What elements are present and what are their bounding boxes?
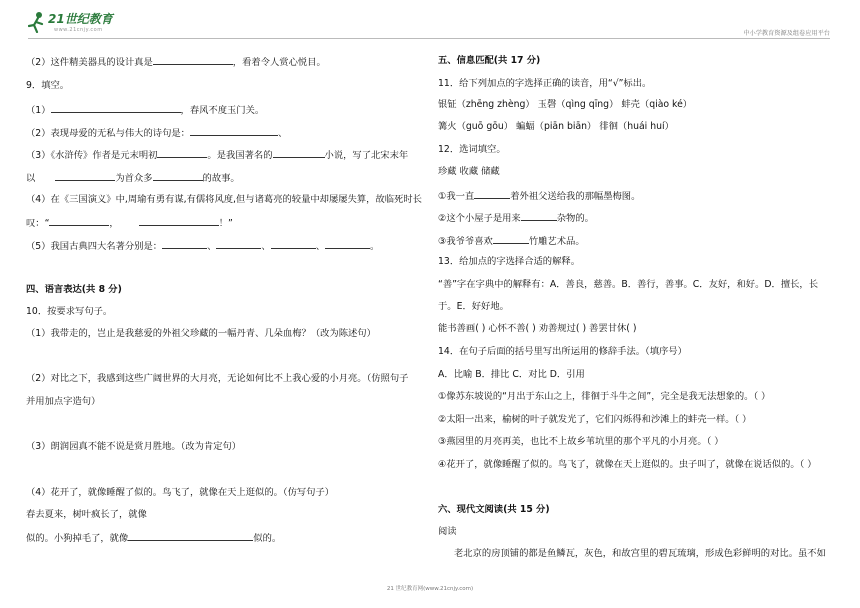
logo-name: 21世纪教育	[48, 12, 113, 26]
question-line: 春去夏来，树叶疯长了，就像	[26, 509, 147, 520]
question-line: ①像苏东坡说的“月出于东山之上，徘徊于斗牛之间”，完全是我无法想象的。（ ）	[438, 391, 771, 402]
pinyin-row: 篝火（guō gōu） 蝙蝠（piān biān） 徘徊（huái huí）	[438, 121, 674, 132]
question-line: （2）表现母爱的无私与伟大的诗句是： 、	[26, 125, 287, 141]
answer-blank[interactable]	[139, 215, 219, 226]
header-divider	[28, 38, 830, 39]
logo-url: www.21cnjy.com	[54, 27, 103, 33]
question-line: （3）朗润园真不能不说是赏月胜地。（改为肯定句）	[26, 441, 242, 452]
question-line: 能书善画( ) 心怀不善( ) 劝善规过( ) 善罢甘休( )	[438, 323, 637, 334]
answer-blank[interactable]	[190, 125, 278, 136]
question-line: ②这个小屋子是用来 杂物的。	[438, 210, 594, 226]
answer-blank[interactable]	[216, 238, 261, 249]
answer-blank[interactable]	[128, 530, 253, 541]
question-line: 于。E．好好地。	[438, 301, 509, 312]
question-line: ③我爷爷喜欢 竹雕艺术品。	[438, 233, 585, 249]
answer-blank[interactable]	[493, 233, 529, 244]
question-number: 9．填空。	[26, 80, 70, 91]
question-number: 12．选词填空。	[438, 144, 506, 155]
question-line: （2）这件精美器具的设计真是 ，看着令人赏心悦目。	[26, 54, 326, 70]
word-choices: 珍藏 收藏 储藏	[438, 166, 500, 177]
question-line: “善”字在字典中的解释有：A．善良，慈善。B．善行，善事。C．友好，和好。D．擅长，长	[438, 279, 819, 290]
question-number: 13．给加点的字选择合适的解释。	[438, 256, 580, 267]
answer-blank[interactable]	[51, 102, 181, 113]
question-line: （5）我国古典四大名著分别是： 、 、 、 。	[26, 238, 379, 254]
page-footer: 21 世纪教育网(www.21cnjy.com)	[386, 586, 474, 592]
answer-blank[interactable]	[521, 210, 557, 221]
question-number: 14．在句子后面的括号里写出所运用的修辞手法。（填序号）	[438, 346, 687, 357]
question-line: （3）《水浒传》作者是元末明初 。是我国著名的 小说，写了北宋末年	[26, 147, 408, 163]
question-line: ②太阳一出来，榆树的叶子就发光了，它们闪烁得和沙滩上的蚌壳一样。（ ）	[438, 414, 752, 425]
page-header	[0, 0, 860, 42]
question-line: （1）我带走的，岂止是我慈爱的外祖父珍藏的一幅丹青、几朵血梅？（改为陈述句）	[26, 328, 376, 339]
question-line: （4）花开了，就像睡醒了似的。鸟飞了，就像在天上逛似的。（仿写句子）	[26, 487, 335, 498]
question-line: ④花开了，就像睡醒了似的。鸟飞了，就像在天上逛似的。虫子叫了，就像在说话似的。（ ）	[438, 459, 817, 470]
question-line: 似的。小狗掉毛了，就像 似的。	[26, 530, 281, 546]
answer-blank[interactable]	[162, 238, 207, 249]
answer-blank[interactable]	[55, 170, 115, 181]
option-list: A．比喻 B．排比 C．对比 D．引用	[438, 369, 585, 380]
question-line: ①我一直 着外祖父送给我的那幅墨梅图。	[438, 188, 640, 204]
pinyin-row: 银钲（zhēng zhèng） 玉磬（qìng qīng） 蚌壳（qiào ké）	[438, 99, 693, 110]
answer-blank[interactable]	[157, 147, 207, 158]
answer-blank[interactable]	[474, 188, 510, 199]
question-line: （4）在《三国演义》中,周瑜有勇有谋,有儒将风度,但与诸葛亮的较量中却屡屡失算，故临死时长	[26, 194, 422, 205]
question-number: 11．给下列加点的字选择正确的读音，用“√”标出。	[438, 78, 652, 89]
platform-label: 中小学教育资源及组卷应用平台	[743, 30, 830, 37]
answer-blank[interactable]	[325, 238, 370, 249]
section-heading: 六、现代文阅读(共 15 分)	[438, 504, 550, 515]
answer-blank[interactable]	[271, 238, 316, 249]
question-line: 并用加点字造句）	[26, 396, 101, 407]
section-heading: 五、信息匹配(共 17 分)	[438, 55, 541, 66]
section-heading: 四、语言表达(共 8 分)	[26, 284, 122, 295]
runner-logo-icon	[28, 11, 46, 33]
reading-label: 阅读	[438, 526, 457, 537]
question-number: 10．按要求写句子。	[26, 306, 113, 317]
question-line: ③燕园里的月亮再美，也比不上故乡苇坑里的那个平凡的小月亮。（ ）	[438, 436, 724, 447]
answer-blank[interactable]	[153, 54, 233, 65]
site-logo	[28, 9, 138, 39]
question-line: 以 为首众多 的故事。	[26, 170, 240, 186]
answer-blank[interactable]	[273, 147, 325, 158]
reading-passage: 老北京的房顶铺的都是鱼鳞瓦，灰色，和故宫里的碧瓦琉璃，形成色彩鲜明的对比。虽不如	[454, 548, 826, 559]
answer-blank[interactable]	[153, 170, 203, 181]
question-line: （1） ，春风不度玉门关。	[26, 102, 264, 118]
answer-blank[interactable]	[49, 215, 109, 226]
question-line: 叹：“ ， ！”	[26, 215, 233, 231]
question-line: （2）对比之下，我感到这些广阔世界的大月亮，无论如何比不上我心爱的小月亮。（仿照句子	[26, 373, 409, 384]
